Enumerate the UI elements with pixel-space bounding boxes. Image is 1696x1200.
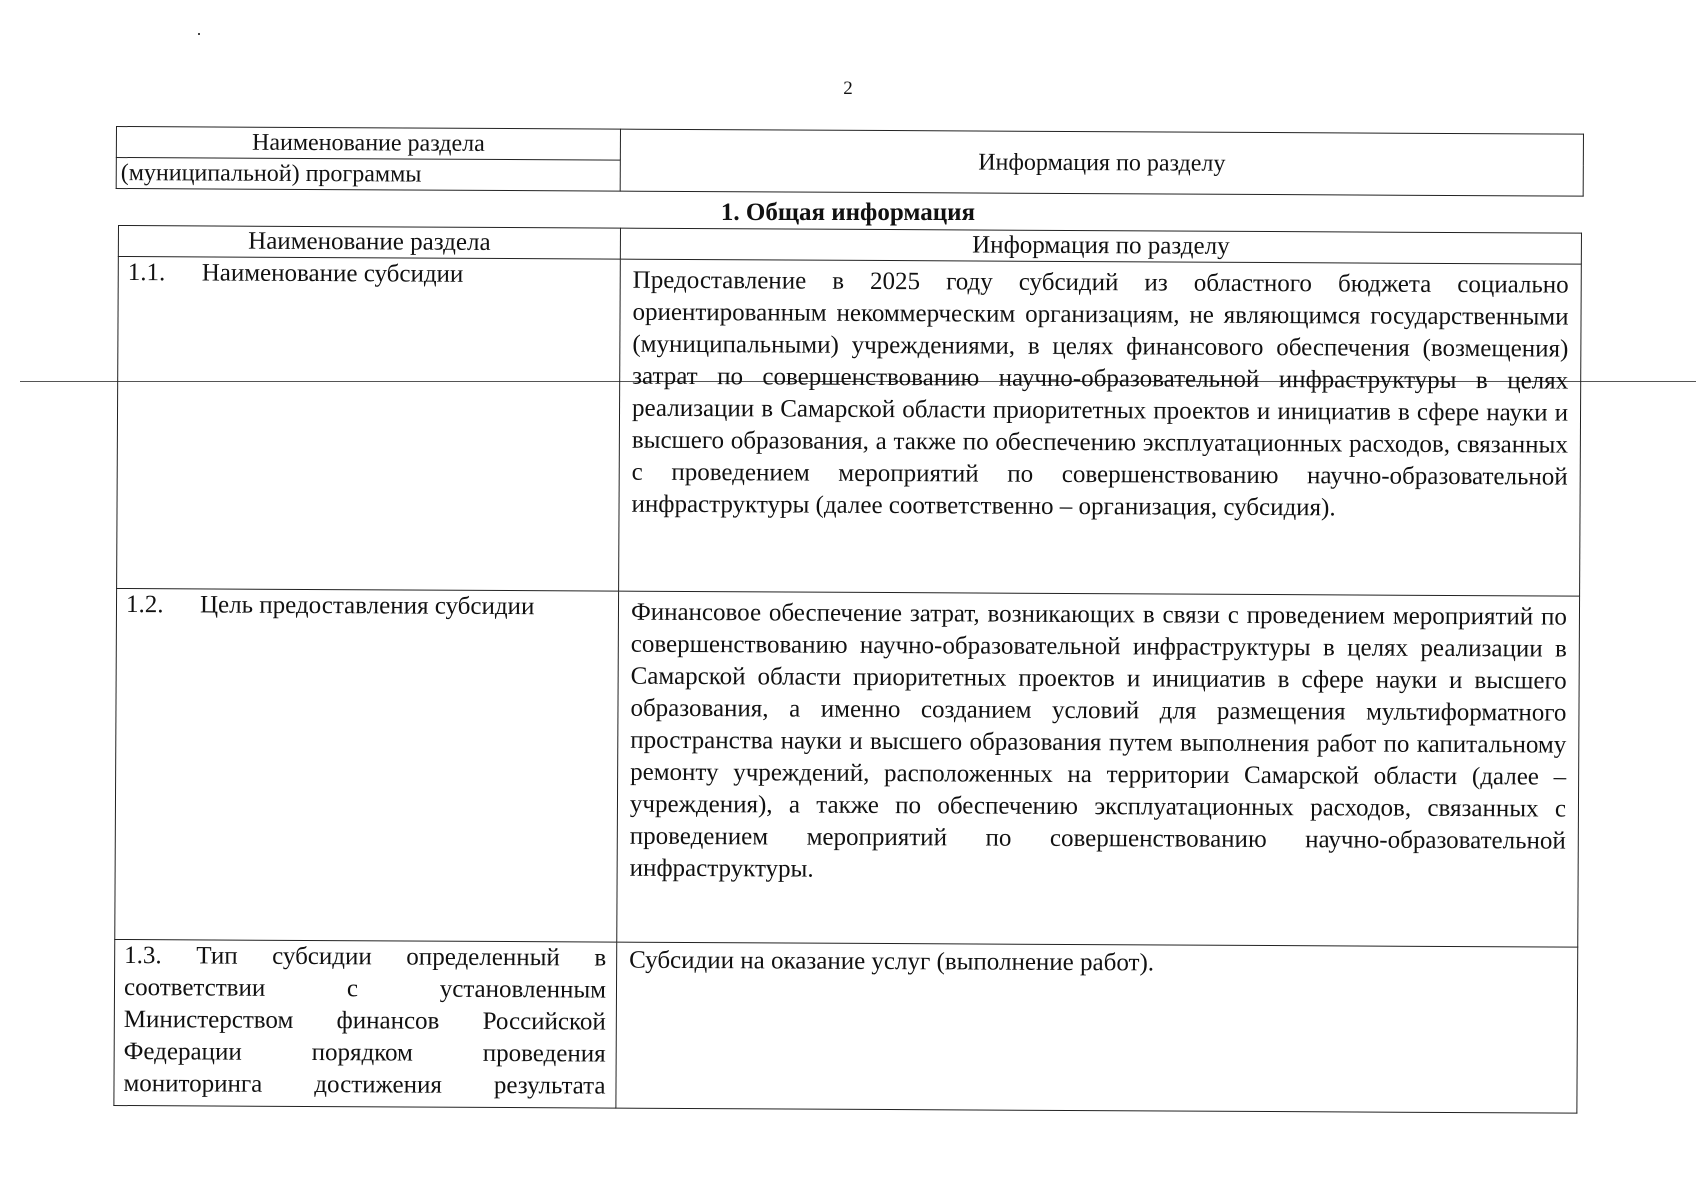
row-number: 1.1. [127,259,166,287]
table-row [114,939,1578,1113]
row-name: Наименование субсидии [201,259,464,288]
scan-dot [198,33,200,35]
row-info: Финансовое обеспечение затрат, возникающих в связи с проведением мероприятий по совершенствованию научно-образовательной инфраструктуры в целях реализации в Самарской области приоритетных проектов и инициатив в сфере науки и высшего образования, а именно созданием условий для размещения мультиформатного пространства науки и высшего образования путем выполнения работ по капитальному ремонту учреждений, расположенных на территории Самарской области (далее – учреждения), а также по обеспечению эксплуатационных расходов, связанных с проведением мероприятий по совершенствованию научно-образовательной инфраструктуры. [617,591,1580,947]
header-section-info: Информация по разделу [620,129,1583,196]
column-header-section-info: Информация по разделу [620,228,1581,264]
row-name-cell [114,939,617,1108]
row-number: 1.2. [125,591,164,619]
table-row [115,588,1580,947]
row-name: Цель предоставления субсидии [199,591,535,621]
header-section-name-line2: (муниципальной) программы [116,158,620,192]
section-title: 1. Общая информация [720,199,976,226]
row-info: Предоставление в 2025 году субсидий из областного бюджета социально ориентированным некоммерческим организациям, не являющимся государственными (муниципальными) учреждениями, в целях финансового обеспечения (возмещения) затрат по совершенствованию научно-образовательной инфраструктуры в целях реализации в Самарской области приоритетных проектов и инициатив в сфере науки и высшего образования, а также по обеспечению эксплуатационных расходов, связанных с проведением мероприятий по совершенствованию научно-образовательной инфраструктуры (далее соответственно – организация, субсидия). [619,259,1582,596]
column-header-section-name: Наименование раздела [118,226,620,260]
row-info: Субсидии на оказание услуг (выполнение работ). [616,942,1578,1113]
page-number: 2 [843,78,853,99]
table-row [117,257,1582,597]
header-table [116,126,1584,197]
header-section-name-line1: Наименование раздела [116,127,620,161]
row-number: 1.3. [124,942,162,970]
row-name-cell [115,588,619,942]
row-name: Тип субсидии определенный в соответствии с установленным Министерством финансов Российской Федерации порядком проведения мониторинга достижения результата [123,942,607,1100]
row-name-cell [117,257,621,592]
general-info-table [113,225,1582,1114]
